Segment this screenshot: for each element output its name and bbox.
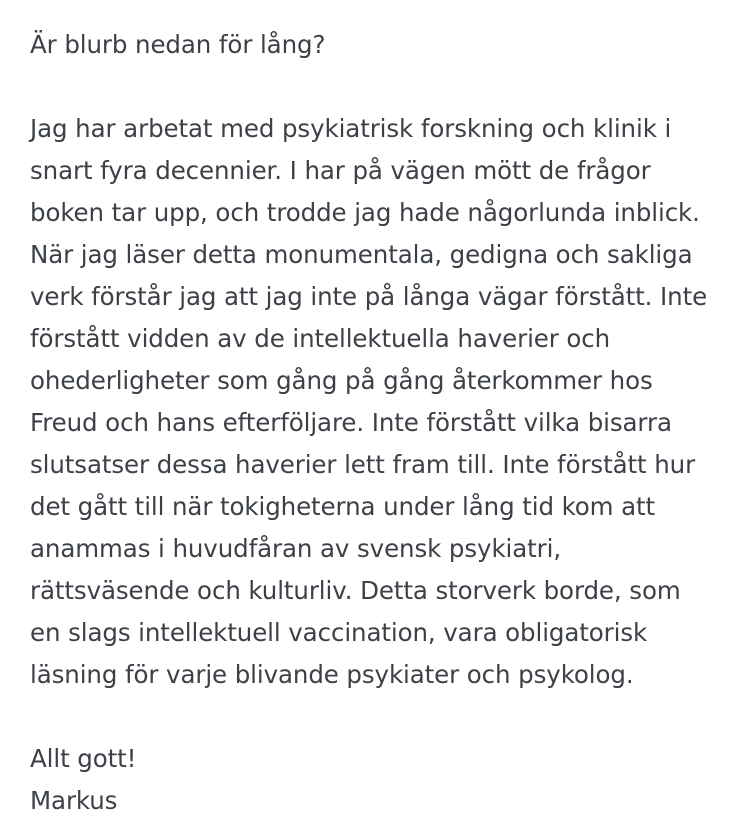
blurb-line: läsning för varje blivande psykiater och psykolog. (30, 660, 634, 689)
blurb-line: snart fyra decennier. I har på vägen mött de frågor (30, 156, 651, 185)
blurb-line: förstått vidden av de intellektuella haverier och (30, 324, 611, 353)
blurb-line: en slags intellektuell vaccination, vara obligatorisk (30, 618, 648, 647)
blurb-line: boken tar upp, och trodde jag hade någorlunda inblick. (30, 198, 700, 227)
blurb-line: verk förstår jag att jag inte på långa vägar förstått. Inte (30, 282, 708, 311)
paragraph-gap (30, 66, 730, 108)
blurb-line: ohederligheter som gång på gång återkommer hos (30, 366, 653, 395)
blurb-paragraph (30, 108, 730, 696)
paragraph-gap (30, 696, 730, 738)
blurb-line: rättsväsende och kulturliv. Detta storverk borde, som (30, 576, 681, 605)
blurb-line: anammas i huvudfåran av svensk psykiatri, (30, 534, 562, 563)
blurb-line: Jag har arbetat med psykiatrisk forskning och klinik i (30, 114, 672, 143)
signature: Markus (30, 786, 118, 815)
blurb-line: slutsatser dessa haverier lett fram till. Inte förstått hur (30, 450, 696, 479)
question-line: Är blurb nedan för lång? (30, 30, 326, 59)
message-body (30, 24, 730, 822)
closing-line: Allt gott! (30, 744, 137, 773)
blurb-line: När jag läser detta monumentala, gedigna och sakliga (30, 240, 693, 269)
blurb-line: det gått till när tokigheterna under lång tid kom att (30, 492, 656, 521)
blurb-line: Freud och hans efterföljare. Inte förstått vilka bisarra (30, 408, 672, 437)
